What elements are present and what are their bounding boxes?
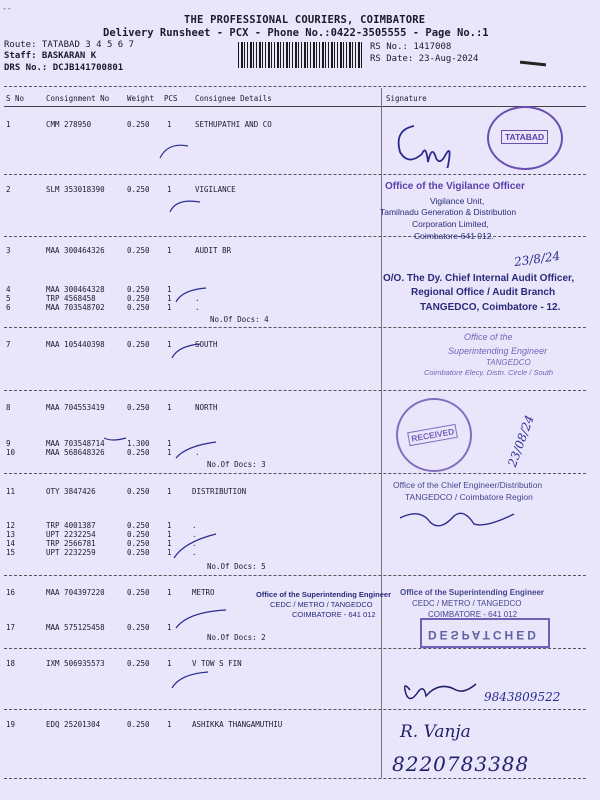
handwritten-date: 23/8/24 [513, 248, 562, 270]
drs-label: DRS No.: DCJB141700801 [4, 63, 124, 73]
signature-scribble [390, 498, 550, 538]
col-consignee: Consignee Details [195, 94, 272, 103]
tick-mark [174, 534, 216, 558]
tick-mark [176, 610, 226, 628]
company-title: THE PROFESSIONAL COURIERS, COIMBATORE [184, 14, 426, 26]
runsheet-subtitle: Delivery Runsheet - PCX - Phone No.:0422-3505555 - Page No.:1 [103, 27, 489, 39]
row-weight: 0.250 [127, 659, 150, 668]
signature-scribble [388, 112, 468, 168]
tick-mark [160, 145, 188, 158]
row-pcs: 1 [167, 185, 172, 194]
row-pcs: 1 [167, 539, 172, 548]
stamp-line: Regional Office / Audit Branch [411, 287, 556, 298]
docs-count: No.Of Docs: 4 [210, 315, 269, 324]
stamp-line: CEDC / METRO / TANGEDCO [412, 599, 522, 608]
row-weight: 0.250 [127, 623, 150, 632]
row-weight: 0.250 [127, 720, 150, 729]
route-label: Route: TATABAD 3 4 5 6 7 [4, 40, 135, 50]
row-consignee: VIGILANCE [195, 185, 236, 194]
stamp-line: Office of the Chief Engineer/Distribution [393, 480, 543, 490]
row-consignee: . [195, 294, 200, 303]
stamp-label: TATABAD [501, 130, 548, 144]
stamp-label: RECEIVED [407, 424, 458, 446]
row-consignment: EDQ 25201304 [46, 720, 101, 729]
row-sno: 13 [6, 530, 16, 539]
row-consignee: AUDIT BR [195, 246, 232, 255]
signature-scribble [390, 670, 490, 706]
row-sno: 7 [6, 340, 11, 349]
row-consignment: MAA 105440398 [46, 340, 105, 349]
stamp-line: Coimbatore-641 012. [414, 231, 494, 241]
row-consignee: SOUTH [195, 340, 218, 349]
row-consignment: IXM 506935573 [46, 659, 105, 668]
tick-mark [172, 672, 208, 688]
row-sno: 2 [6, 185, 11, 194]
row-pcs: 1 [167, 548, 172, 557]
row-consignment: OTY 3847426 [46, 487, 96, 496]
row-consignee: . [195, 439, 200, 448]
row-consignee: . [192, 521, 197, 530]
row-consignment: UPT 2232254 [46, 530, 96, 539]
received-stamp [396, 398, 472, 472]
row-consignment: MAA 704553419 [46, 403, 105, 412]
row-consignee: V TOW S FIN [192, 659, 242, 668]
row-weight: 0.250 [127, 530, 150, 539]
row-sno: 12 [6, 521, 16, 530]
row-sno: 19 [6, 720, 16, 729]
row-weight: 0.250 [127, 487, 150, 496]
row-sno: 4 [6, 285, 11, 294]
row-pcs: 1 [167, 623, 172, 632]
row-weight: 0.250 [127, 548, 150, 557]
row-pcs: 1 [167, 521, 172, 530]
row-sno: 15 [6, 548, 16, 557]
row-sno: 14 [6, 539, 16, 548]
row-sno: 16 [6, 588, 16, 597]
row-consignee: NORTH [195, 403, 218, 412]
stamp-line: TANGEDCO / Coimbatore Region [405, 492, 533, 502]
row-consignment: CMM 278950 [46, 120, 92, 129]
row-weight: 0.250 [127, 294, 150, 303]
row-weight: 1.300 [127, 439, 150, 448]
row-sno: 3 [6, 246, 11, 255]
row-consignment: TRP 4001387 [46, 521, 96, 530]
row-consignee: DISTRIBUTION [192, 487, 247, 496]
stamp-line: O/O. The Dy. Chief Internal Audit Officer, [383, 273, 575, 284]
row-pcs: 1 [167, 303, 172, 312]
stamp-line: COIMBATORE - 641 012 [292, 610, 376, 619]
row-consignment: TRP 4568458 [46, 294, 96, 303]
row-sno: 18 [6, 659, 16, 668]
row-pcs: 1 [167, 720, 172, 729]
row-consignee: . [195, 448, 200, 457]
row-sno: 11 [6, 487, 16, 496]
stamp-label: DESPATCHED [428, 628, 539, 642]
row-consignment: MAA 575125458 [46, 623, 105, 632]
row-sno: 10 [6, 448, 16, 457]
row-pcs: 1 [167, 246, 172, 255]
row-sno: 6 [6, 303, 11, 312]
row-pcs: 1 [167, 120, 172, 129]
stamp-line: CEDC / METRO / TANGEDCO [270, 600, 373, 609]
row-weight: 0.250 [127, 120, 150, 129]
handwritten-phone: 8220783388 [392, 752, 530, 776]
row-sno: 9 [6, 439, 11, 448]
row-weight: 0.250 [127, 448, 150, 457]
tatabad-stamp [487, 106, 563, 170]
tick-mark [176, 288, 206, 302]
row-pcs: 1 [167, 448, 172, 457]
tick-mark [104, 438, 126, 440]
row-pcs: 1 [167, 340, 172, 349]
row-weight: 0.250 [127, 303, 150, 312]
stamp-line: COIMBATORE - 641 012 [428, 610, 518, 619]
row-consignee: . [192, 539, 197, 548]
row-consignment: MAA 300464326 [46, 246, 105, 255]
stamp-line: Office of the Vigilance Officer [385, 181, 525, 192]
row-weight: 0.250 [127, 285, 150, 294]
row-weight: 0.250 [127, 539, 150, 548]
row-consignment: SLM 353018390 [46, 185, 105, 194]
stamp-line: Coimbatore Elecy. Distn. Circle / South [424, 368, 554, 377]
stamp-line: TANGEDCO, Coimbatore - 12. [420, 302, 561, 313]
row-sno: 1 [6, 120, 11, 129]
row-consignment: MAA 703548702 [46, 303, 105, 312]
col-sno: S No [6, 94, 25, 103]
stamp-line: Corporation Limited, [412, 219, 489, 229]
tick-mark [176, 442, 216, 458]
docs-count: No.Of Docs: 5 [207, 562, 266, 571]
stamp-line: TANGEDCO [486, 358, 531, 367]
row-consignee: . [195, 303, 200, 312]
row-pcs: 1 [167, 294, 172, 303]
row-consignment: TRP 2566781 [46, 539, 96, 548]
row-pcs: 1 [167, 487, 172, 496]
row-consignment: MAA 704397220 [46, 588, 105, 597]
col-weight: Weight [127, 94, 155, 103]
rs-number: RS No.: 1417008 [370, 42, 452, 52]
tick-mark [170, 201, 200, 212]
rs-date: RS Date: 23-Aug-2024 [370, 54, 479, 64]
docs-count: No.Of Docs: 3 [207, 460, 266, 469]
stamp-line: Office of the Superintending Engineer [400, 588, 545, 597]
row-consignment: MAA 300464328 [46, 285, 105, 294]
row-consignee: . [192, 530, 197, 539]
row-weight: 0.250 [127, 340, 150, 349]
corner-mark: -- [2, 4, 12, 13]
docs-count: No.Of Docs: 2 [207, 633, 266, 642]
row-pcs: 1 [167, 439, 172, 448]
row-pcs: 1 [167, 285, 172, 294]
handwritten-phone: 9843809522 [484, 690, 561, 704]
row-weight: 0.250 [127, 521, 150, 530]
staff-label: Staff: BASKARAN K [4, 51, 97, 61]
row-consignee: METRO [192, 588, 215, 597]
col-consignment: Consignment No [46, 94, 110, 103]
row-weight: 0.250 [127, 403, 150, 412]
row-weight: 0.250 [127, 246, 150, 255]
stamp-line: Office of the [464, 332, 513, 342]
row-weight: 0.250 [127, 588, 150, 597]
handwritten-date: 23/08/24 [505, 413, 537, 469]
despatched-stamp [420, 618, 550, 648]
row-pcs: 1 [167, 588, 172, 597]
row-consignee: SETHUPATHI AND CO [195, 120, 272, 129]
row-consignment: MAA 703548714 [46, 439, 105, 448]
row-sno: 8 [6, 403, 11, 412]
row-pcs: 1 [167, 530, 172, 539]
row-sno: 17 [6, 623, 16, 632]
tick-mark [172, 344, 200, 358]
stamp-line: Vigilance Unit, [430, 196, 485, 206]
row-pcs: 1 [167, 659, 172, 668]
row-pcs: 1 [167, 403, 172, 412]
stamp-line: Superintending Engineer [448, 346, 548, 356]
row-sno: 5 [6, 294, 11, 303]
row-consignee: . [192, 548, 197, 557]
col-signature: Signature [386, 94, 427, 103]
row-consignee: ASHIKKA THANGAMUTHIU [192, 720, 283, 729]
row-weight: 0.250 [127, 185, 150, 194]
stamp-line: Tamilnadu Generation & Distribution [380, 207, 517, 217]
row-consignment: UPT 2232259 [46, 548, 96, 557]
col-pcs: PCS [164, 94, 178, 103]
row-consignment: MAA 568648326 [46, 448, 105, 457]
handwritten-signature: R. Vanja [400, 722, 471, 742]
stamp-line: Office of the Superintending Engineer [256, 590, 392, 599]
